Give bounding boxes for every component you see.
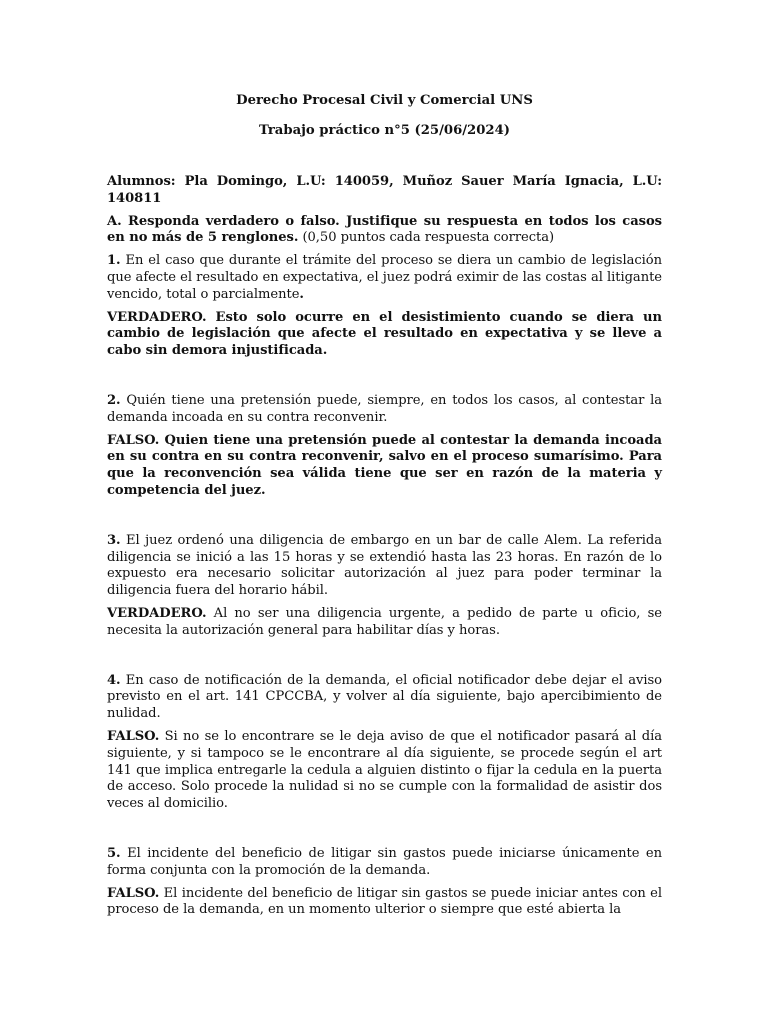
spacer [107, 500, 662, 533]
spacer [107, 640, 662, 673]
question-text: En el caso que durante el trámite del proceso se diera un cambio de legislación que afecte el resultado en expectativa, el juez podrá eximir de las costas al litigante vencido, total o parcialmente [107, 253, 662, 302]
answer-text: El incidente del beneficio de litigar sin gastos se puede iniciar antes con el proceso de la demanda, en un momento ulterior o siempre que esté abierta la [107, 885, 662, 918]
instructions [107, 214, 662, 248]
question-number: 1. [107, 253, 121, 269]
spacer [107, 360, 662, 393]
instructions-points: (0,50 puntos cada respuesta correcta) [298, 230, 555, 246]
answer-verdict: FALSO. [107, 728, 160, 744]
answer-verdict: VERDADERO. [107, 605, 207, 621]
answer-verdict: FALSO. Quien tiene una pretensión puede al contestar la demanda incoada en su contra en su contra reconvenir, salvo en el proceso sumarísimo. Para que la reconvención sea válida tiene que ser en razón de la materia y competencia del juez. [107, 432, 662, 498]
answer-3 [107, 606, 662, 640]
spacer [107, 813, 662, 846]
students-line: Alumnos: Pla Domingo, L.U: 140059, Muñoz Sauer María Ignacia, L.U: 140811 [107, 174, 662, 206]
answer-text: Al no ser una diligencia urgente, a pedido de parte u oficio, se necesita la autorización general para habilitar días y horas. [107, 605, 662, 638]
question-text: Quién tiene una pretensión puede, siempre, en todos los casos, al contestar la demanda incoada en su contra reconvenir. [107, 392, 662, 425]
question-5 [107, 846, 662, 880]
question-number: 3. [107, 532, 121, 548]
question-4 [107, 673, 662, 723]
question-text: El incidente del beneficio de litigar sin gastos puede iniciarse únicamente en forma conjunta con la promoción de la demanda. [107, 845, 662, 878]
answer-2 [107, 433, 662, 500]
question-number: 2. [107, 392, 121, 408]
answer-verdict: FALSO. [107, 885, 160, 901]
answer-5 [107, 886, 662, 920]
question-number: 5. [107, 845, 121, 861]
question-number: 4. [107, 672, 121, 688]
answer-4 [107, 729, 662, 813]
question-3 [107, 533, 662, 600]
question-2 [107, 393, 662, 427]
answer-text: Si no se lo encontrare se le deja aviso de que el notificador pasará al día siguiente, y si tampoco se le encontrare al día siguiente, se procede según el art 141 que implica entregarle la cedula a alguien distinto o fijar la cedula en la puerta de acceso. Solo procede la nulidad si no se cumple con la formalidad de asistir dos veces al domicilio. [107, 728, 662, 812]
course-title: Derecho Procesal Civil y Comercial UNS [236, 93, 533, 108]
question-end: . [299, 286, 304, 302]
question-text: En caso de notificación de la demanda, el oficial notificador debe dejar el aviso previsto en el art. 141 CPCCBA, y volver al día siguiente, bajo apercibimiento de nulidad. [107, 672, 662, 722]
answer-1 [107, 310, 662, 360]
instructions-bold: A. Responda verdadero o falso. Justifique su respuesta en todos los casos en no más de 5 renglones. [107, 213, 662, 246]
answer-verdict: VERDADERO. Esto solo ocurre en el desistimiento cuando se diera un cambio de legislación que afecte el resultado en expectativa y se lleve a cabo sin demora injustificada. [107, 309, 662, 359]
assignment-title: Trabajo práctico n°5 (25/06/2024) [259, 123, 510, 138]
question-1 [107, 253, 662, 303]
question-text: El juez ordenó una diligencia de embargo en un bar de calle Alem. La referida diligencia se inició a las 15 horas y se extendió hasta las 23 horas. En razón de lo expuesto era necesario solicitar autorización al juez para poder terminar la diligencia fuera del horario hábil. [107, 532, 662, 599]
